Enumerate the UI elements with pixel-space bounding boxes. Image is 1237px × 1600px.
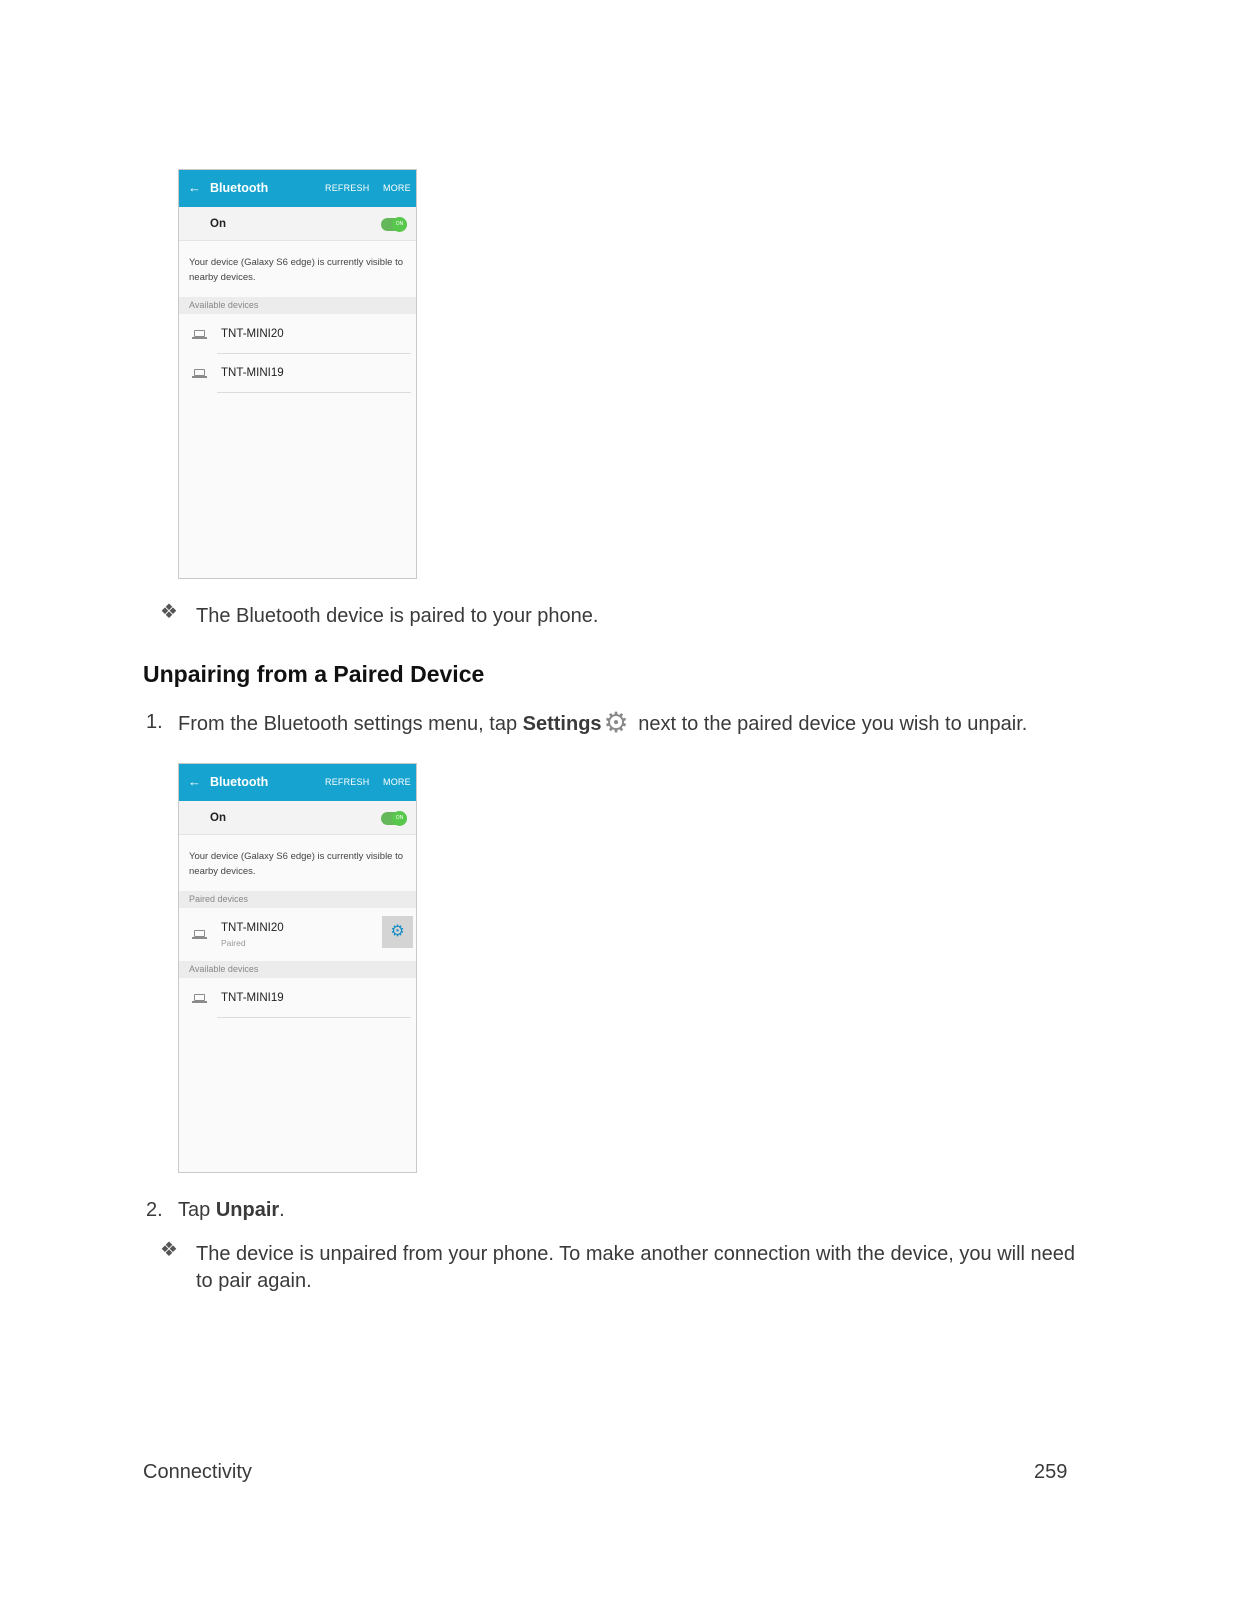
arrow-left-icon[interactable]: ← (188, 180, 201, 195)
laptop-icon (194, 330, 205, 337)
device-name: TNT-MINI20 (221, 922, 284, 934)
visibility-note: Your device (Galaxy S6 edge) is currently visible to nearby devices. (189, 257, 404, 283)
device-row[interactable] (179, 316, 416, 354)
device-settings-gear-icon[interactable]: ⚙ (382, 916, 413, 948)
bluetooth-screenshot-available (178, 169, 417, 579)
app-bar-title: Bluetooth (210, 775, 269, 789)
diamond-bullet-icon: ❖ (160, 1239, 178, 1261)
app-bar-title: Bluetooth (210, 181, 269, 195)
more-button[interactable]: MORE (383, 183, 411, 193)
step-text-prefix: From the Bluetooth settings menu, tap (178, 713, 523, 735)
bluetooth-toggle-row[interactable] (179, 801, 416, 835)
page-number: 259 (1034, 1461, 1068, 1483)
bluetooth-toggle[interactable] (381, 218, 407, 231)
section-heading: Unpairing from a Paired Device (143, 661, 485, 687)
visibility-note: Your device (Galaxy S6 edge) is currently visible to nearby devices. (189, 851, 404, 877)
step-text (178, 1197, 285, 1224)
bluetooth-screenshot-paired (178, 763, 417, 1173)
app-bar (179, 170, 416, 207)
refresh-button[interactable]: REFRESH (325, 183, 370, 193)
divider (217, 392, 411, 393)
step-number: 2. (146, 1199, 163, 1221)
step-text-prefix: Tap (178, 1199, 216, 1221)
paired-devices-header: Paired devices (179, 891, 416, 908)
device-row[interactable] (179, 980, 416, 1018)
app-bar (179, 764, 416, 801)
device-row[interactable] (179, 355, 416, 393)
unpair-label: Unpair (215, 1199, 280, 1221)
result-note: The Bluetooth device is paired to your phone. (196, 605, 599, 627)
diamond-bullet-icon: ❖ (160, 601, 178, 623)
more-button[interactable]: MORE (383, 777, 411, 787)
arrow-left-icon[interactable]: ← (188, 774, 201, 789)
step-text (178, 709, 1027, 738)
device-status: Paired (221, 938, 246, 948)
device-name: TNT-MINI19 (221, 992, 284, 1004)
available-devices-header: Available devices (179, 297, 416, 314)
toggle-label: On (210, 218, 226, 230)
bluetooth-toggle[interactable] (381, 812, 407, 825)
step-number: 1. (146, 711, 163, 733)
step-text-suffix: next to the paired device you wish to unpair. (632, 713, 1028, 735)
toggle-knob: ON (392, 217, 407, 232)
available-devices-header: Available devices (179, 961, 416, 978)
laptop-icon (194, 369, 205, 376)
laptop-icon (194, 994, 205, 1001)
device-name: TNT-MINI20 (221, 328, 284, 340)
device-name: TNT-MINI19 (221, 367, 284, 379)
laptop-icon (194, 930, 205, 937)
result-note: The device is unpaired from your phone. To make another connection with the device, you will need to pair again. (196, 1243, 1076, 1292)
bluetooth-toggle-row[interactable] (179, 207, 416, 241)
footer-section: Connectivity (143, 1461, 252, 1483)
divider (217, 353, 411, 354)
paired-device-row[interactable] (179, 910, 416, 960)
toggle-knob: ON (392, 811, 407, 826)
step-text-suffix: . (279, 1199, 285, 1221)
settings-label: Settings (522, 713, 602, 735)
toggle-label: On (210, 812, 226, 824)
gear-icon: ⚙ (603, 707, 629, 738)
refresh-button[interactable]: REFRESH (325, 777, 370, 787)
divider (217, 1017, 411, 1018)
